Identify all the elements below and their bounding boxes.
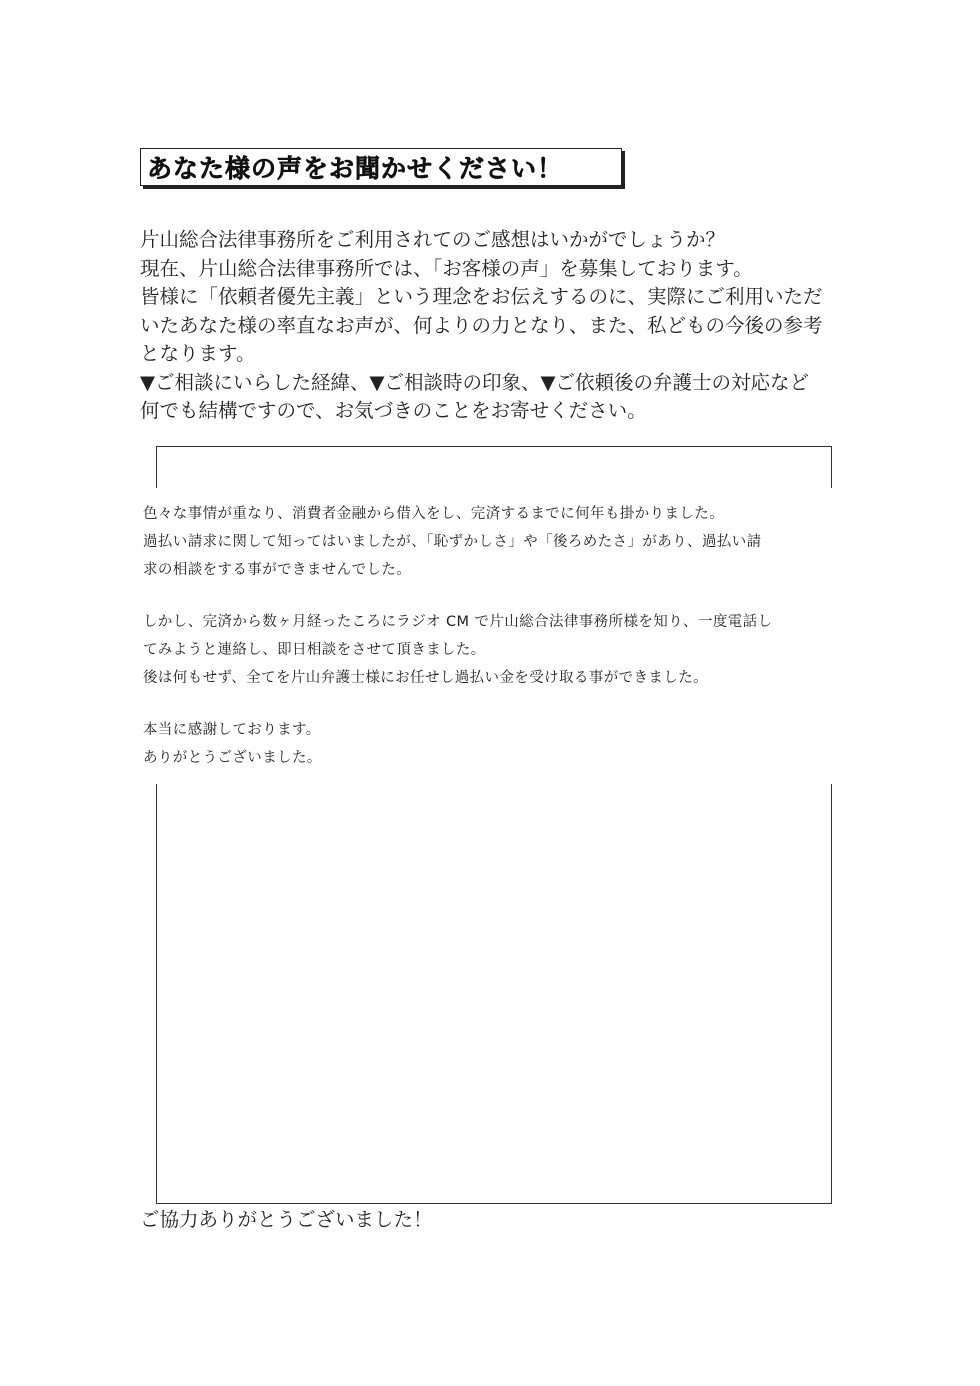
- paragraph-gap: [143, 692, 843, 716]
- intro-line: 皆様に「依頼者優先主義」という理念をお伝えするのに、実際にご利用いただ: [140, 285, 823, 308]
- page-title: あなた様の声をお聞かせください！: [147, 154, 564, 183]
- intro-line: ▼ご相談にいらした経緯、▼ご相談時の印象、▼ご依頼後の弁護士の対応など: [140, 370, 809, 394]
- intro-section: [140, 226, 850, 426]
- intro-line: いたあなた様の率直なお声が、何よりの力となり、また、私どもの今後の参考: [140, 313, 823, 337]
- comment-line: ありがとうございました。: [143, 750, 322, 766]
- closing-thanks: ご協力ありがとうございました！: [140, 1208, 433, 1231]
- intro-line: 何でも結構ですので、お気づきのことをお寄せください。: [140, 399, 647, 422]
- paragraph-gap: [143, 584, 843, 608]
- comment-line: 後は何もせず、全てを片山弁護士様にお任せし過払い金を受け取る事ができました。: [143, 670, 709, 686]
- comment-line: 求の相談をする事ができませんでした。: [143, 562, 412, 578]
- comment-line: 色々な事情が重なり、消費者金融から借入をし、完済するまでに何年も掛かりました。: [143, 506, 725, 522]
- customer-comment: [143, 500, 843, 772]
- comment-line: しかし、完済から数ヶ月経ったころにラジオ CM で片山総合法律事務所様を知り、一度電話し: [143, 614, 773, 630]
- intro-line: 片山総合法律事務所をご利用されてのご感想はいかがでしょうか？: [140, 228, 726, 251]
- intro-line: となります。: [140, 342, 256, 365]
- comment-line: 本当に感謝しております。: [143, 722, 321, 738]
- title-box: [140, 148, 622, 186]
- intro-line: 現在、片山総合法律事務所では、「お客様の声」を募集しております。: [140, 256, 753, 280]
- comment-line: てみようと連絡し、即日相談をさせて頂きました。: [143, 642, 486, 658]
- comment-line: 過払い請求に関して知ってはいましたが、「恥ずかしさ」や「後ろめたさ」があり、過払い請: [143, 534, 762, 550]
